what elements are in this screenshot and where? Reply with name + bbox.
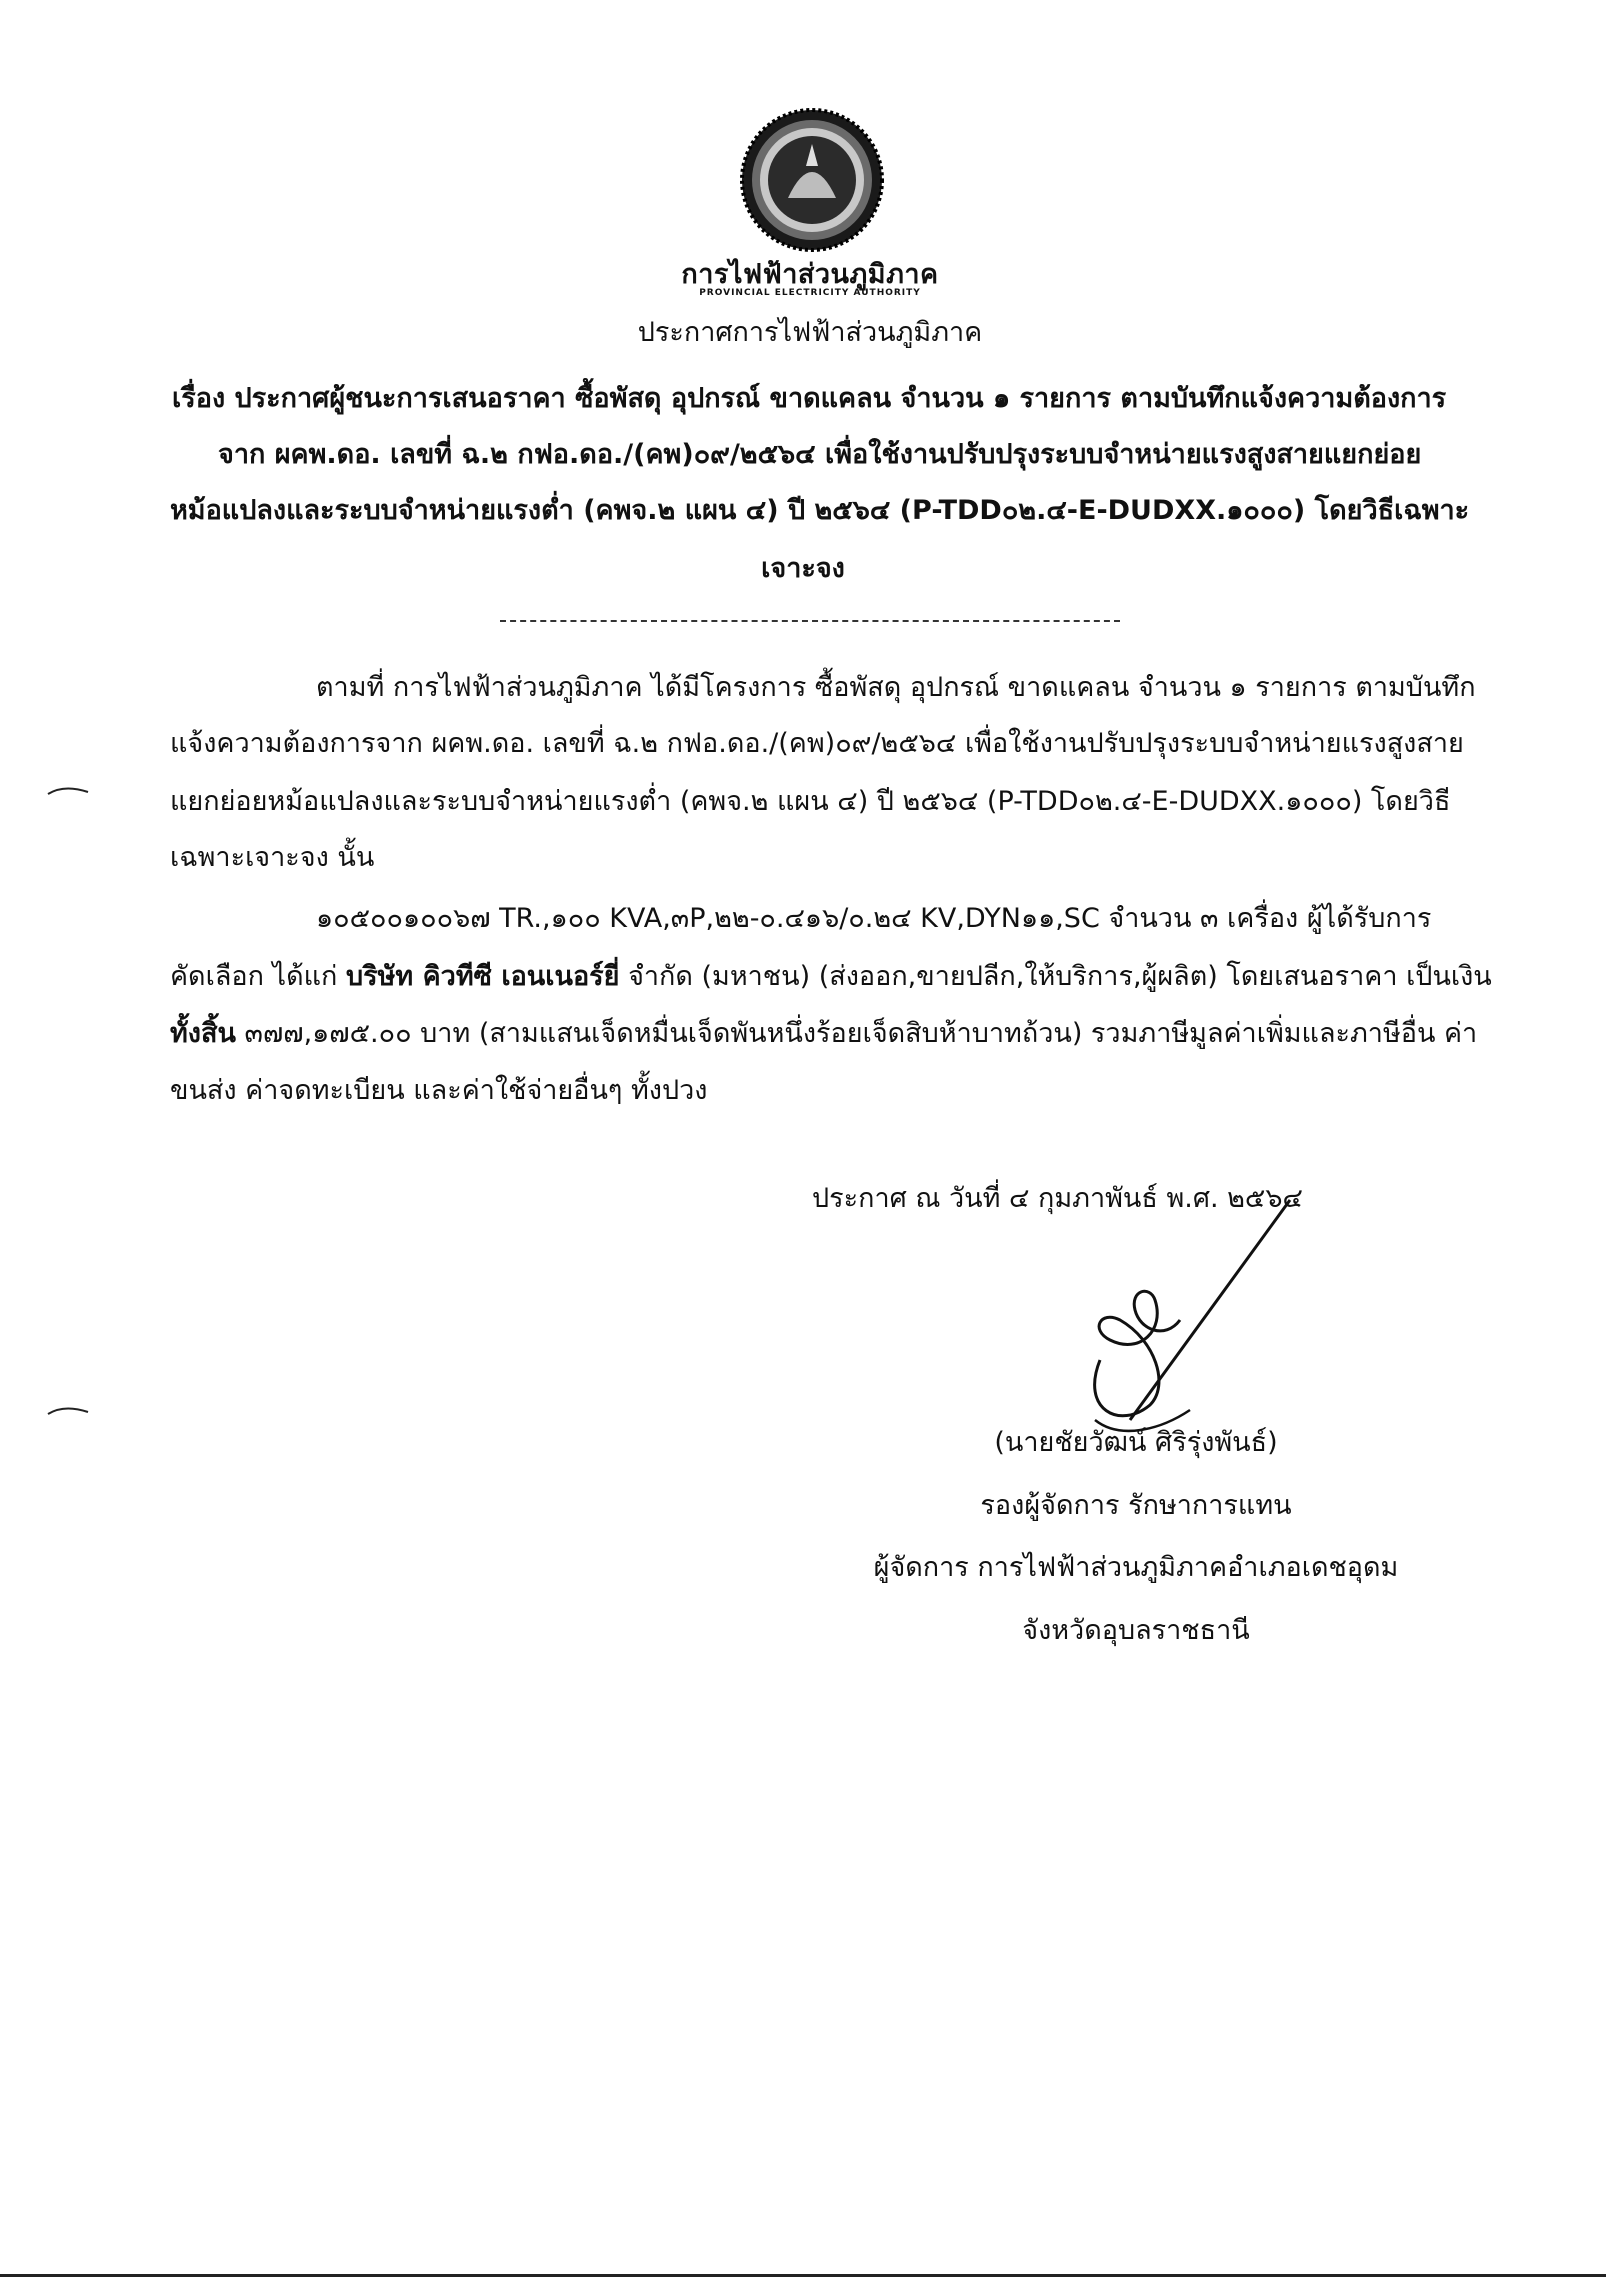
scan-artifact-mark (44, 780, 94, 800)
body-para2-line4: ขนส่ง ค่าจดทะเบียน และค่าใช้จ่ายอื่นๆ ทั้งปวง (170, 1075, 708, 1106)
subject-line-2: จาก ผคพ.ดอ. เลขที่ ฉ.๒ กฟอ.ดอ./(คพ)๐๙/๒๕๖๔ เพื่อใช้งานปรับปรุงระบบจำหน่ายแรงสูงสายแยกย่อย (218, 439, 1422, 470)
body-para1-line4: เฉพาะเจาะจง นั้น (170, 842, 375, 873)
subject-line-4: เจาะจง (761, 553, 845, 584)
subject-line-1: เรื่อง ประกาศผู้ชนะการเสนอราคา ซื้อพัสดุ อุปกรณ์ ขาดแคลน จำนวน ๑ รายการ ตามบันทึกแจ้งความต้องการ (172, 383, 1447, 414)
total-amount-text: ๓๗๗,๑๗๕.๐๐ บาท (สามแสนเจ็ดหมื่นเจ็ดพันหนึ่งร้อยเจ็ดสิบห้าบาทถ้วน) รวมภาษีมูลค่าเพิ่มและภาษีอื่น ค่า (235, 1018, 1478, 1049)
selected-label: คัดเลือก ได้แก่ (170, 961, 346, 992)
body-para2-line3 (170, 1011, 1477, 1054)
signer-title-3: จังหวัดอุบลราชธานี (1022, 1615, 1250, 1646)
body-para1-line3: แยกย่อยหม้อแปลงและระบบจำหน่ายแรงต่ำ (คพจ.๒ แผน ๔) ปี ๒๕๖๔ (P-TDD๐๒.๔-E-DUDXX.๑๐๐๐) โดยวิธี (170, 786, 1451, 817)
org-name-english: PROVINCIAL ELECTRICITY AUTHORITY (699, 288, 921, 298)
signer-title-1: รองผู้จัดการ รักษาการแทน (980, 1490, 1292, 1521)
body-para2-line2 (170, 954, 1492, 997)
announcement-date: ประกาศ ณ วันที่ ๔ กุมภาพันธ์ พ.ศ. ๒๕๖๔ (812, 1183, 1303, 1214)
winning-company-name: บริษัท คิวทีซี เอนเนอร์ยี่ (345, 961, 620, 992)
announcement-title: ประกาศการไฟฟ้าส่วนภูมิภาค (637, 317, 983, 348)
divider-rule (500, 620, 1120, 622)
pea-emblem-icon (738, 106, 886, 254)
scan-artifact-mark (44, 1400, 94, 1420)
company-details: จำกัด (มหาชน) (ส่งออก,ขายปลีก,ให้บริการ,ผู้ผลิต) โดยเสนอราคา เป็นเงิน (619, 961, 1492, 992)
body-para1-line2: แจ้งความต้องการจาก ผคพ.ดอ. เลขที่ ฉ.๒ กฟอ.ดอ./(คพ)๐๙/๒๕๖๔ เพื่อใช้งานปรับปรุงระบบจำหน่ายแรงสูงสาย (170, 728, 1464, 759)
body-para2-line1: ๑๐๕๐๐๑๐๐๖๗ TR.,๑๐๐ KVA,๓P,๒๒-๐.๔๑๖/๐.๒๔ KV,DYN๑๑,SC จำนวน ๓ เครื่อง ผู้ได้รับการ (316, 903, 1432, 934)
signer-name: (นายชัยวัฒน์ ศิริรุ่งพันธ์) (994, 1427, 1278, 1458)
signer-title-2: ผู้จัดการ การไฟฟ้าส่วนภูมิภาคอำเภอเดชอุดม (873, 1552, 1399, 1583)
total-label: ทั้งสิ้น (170, 1018, 236, 1049)
subject-line-3: หม้อแปลงและระบบจำหน่ายแรงต่ำ (คพจ.๒ แผน ๔) ปี ๒๕๖๔ (P-TDD๐๒.๔-E-DUDXX.๑๐๐๐) โดยวิธีเฉพาะ (170, 495, 1470, 526)
org-name-thai: การไฟฟ้าส่วนภูมิภาค (681, 259, 939, 290)
page-bottom-edge (0, 2274, 1606, 2277)
body-para1-line1: ตามที่ การไฟฟ้าส่วนภูมิภาค ได้มีโครงการ ซื้อพัสดุ อุปกรณ์ ขาดแคลน จำนวน ๑ รายการ ตามบันทึก (316, 672, 1476, 703)
handwritten-signature-icon (1060, 1190, 1320, 1440)
